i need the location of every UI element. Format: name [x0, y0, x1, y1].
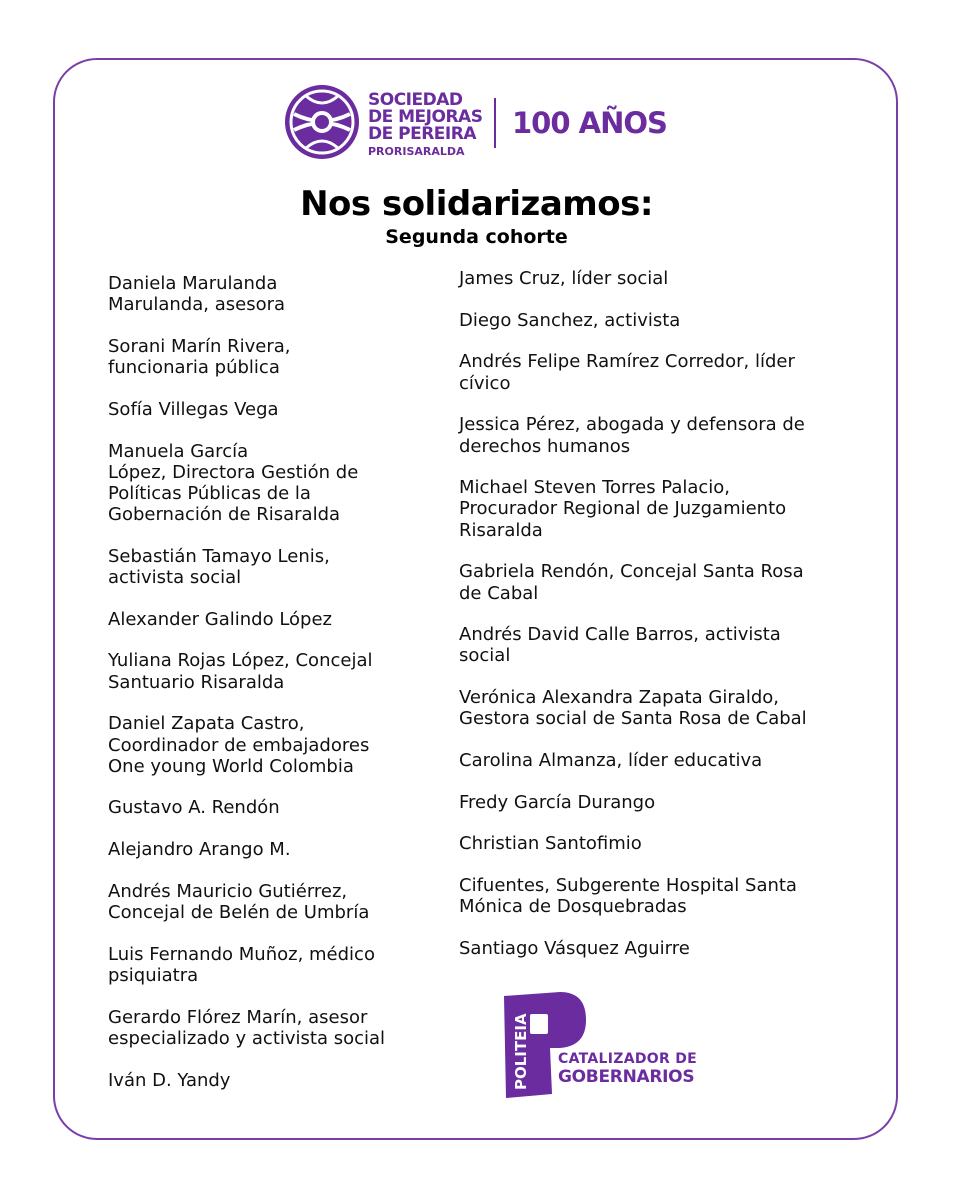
tagline-line2: GOBERNARIOS	[558, 1067, 695, 1087]
name-entry: Andrés Felipe Ramírez Corredor, líder cívico	[459, 351, 795, 394]
name-entry: James Cruz, líder social	[459, 268, 669, 289]
sociedad-mejoras-logo-icon	[284, 84, 360, 160]
name-entry: Daniela Marulanda Marulanda, asesora	[108, 273, 286, 316]
page-subtitle: Segunda cohorte	[385, 226, 568, 248]
name-entry: Iván D. Yandy	[108, 1069, 231, 1091]
name-entry: Fredy García Durango	[459, 791, 656, 813]
name-entry: Alejandro Arango M.	[108, 839, 291, 861]
name-entry: Gerardo Flórez Marín, asesor especializado y activista social	[108, 1006, 386, 1049]
name-entry: Sorani Marín Rivera, funcionaria pública	[108, 335, 291, 379]
name-entry: Luis Fernando Muñoz, médico psiquiatra	[108, 943, 375, 986]
header-divider	[494, 98, 496, 148]
name-entry: Gustavo A. Rendón	[108, 797, 280, 819]
name-entry: Daniel Zapata Castro, Coordinador de embajadores One young World Colombia	[108, 713, 370, 777]
name-entry: Yuliana Rojas López, Concejal Santuario Risaralda	[108, 650, 373, 693]
names-list-right	[459, 268, 859, 980]
politeia-logo-text: POLITEIA	[512, 1013, 530, 1090]
org-name	[368, 92, 482, 160]
name-entry: Alexander Galindo López	[108, 608, 333, 630]
names-list-left	[108, 273, 428, 1111]
name-entry: Christian Santofimio	[459, 833, 642, 855]
header-logos	[284, 84, 684, 164]
org-name-line3: DE PEREIRA	[368, 124, 476, 144]
name-entry: Carolina Almanza, líder educativa	[459, 750, 763, 772]
name-entry: Andrés David Calle Barros, activista social	[459, 624, 781, 667]
name-entry: Sofía Villegas Vega	[108, 398, 279, 420]
politeia-tagline	[558, 1051, 697, 1087]
name-entry: Andrés Mauricio Gutiérrez, Concejal de Belén de Umbría	[108, 880, 370, 924]
name-entry: Manuela García López, Directora Gestión de Políticas Públicas de la Gobernación de Risaralda	[108, 440, 359, 526]
name-entry: Verónica Alexandra Zapata Giraldo, Gestora social de Santa Rosa de Cabal	[459, 687, 807, 730]
name-entry: Cifuentes, Subgerente Hospital Santa Mónica de Dosquebradas	[459, 875, 797, 918]
name-entry: Michael Steven Torres Palacio, Procurador Regional de Juzgamiento Risaralda	[459, 477, 787, 541]
tagline-line1: CATALIZADOR DE	[558, 1051, 697, 1067]
org-subname: PRORISARALDA	[368, 145, 465, 158]
name-entry: Gabriela Rendón, Concejal Santa Rosa de Cabal	[459, 561, 804, 604]
name-entry: Sebastián Tamayo Lenis, activista social	[108, 545, 330, 589]
name-entry: Santiago Vásquez Aguirre	[459, 938, 690, 960]
anniversary-label: 100 AÑOS	[512, 106, 667, 140]
page-title: Nos solidarizamos:	[300, 184, 653, 224]
org-name-line2: DE MEJORAS	[368, 107, 483, 127]
name-entry: Diego Sanchez, activista	[459, 309, 681, 331]
name-entry: Jessica Pérez, abogada y defensora de derechos humanos	[459, 414, 805, 457]
org-name-line1: SOCIEDAD	[368, 90, 463, 110]
